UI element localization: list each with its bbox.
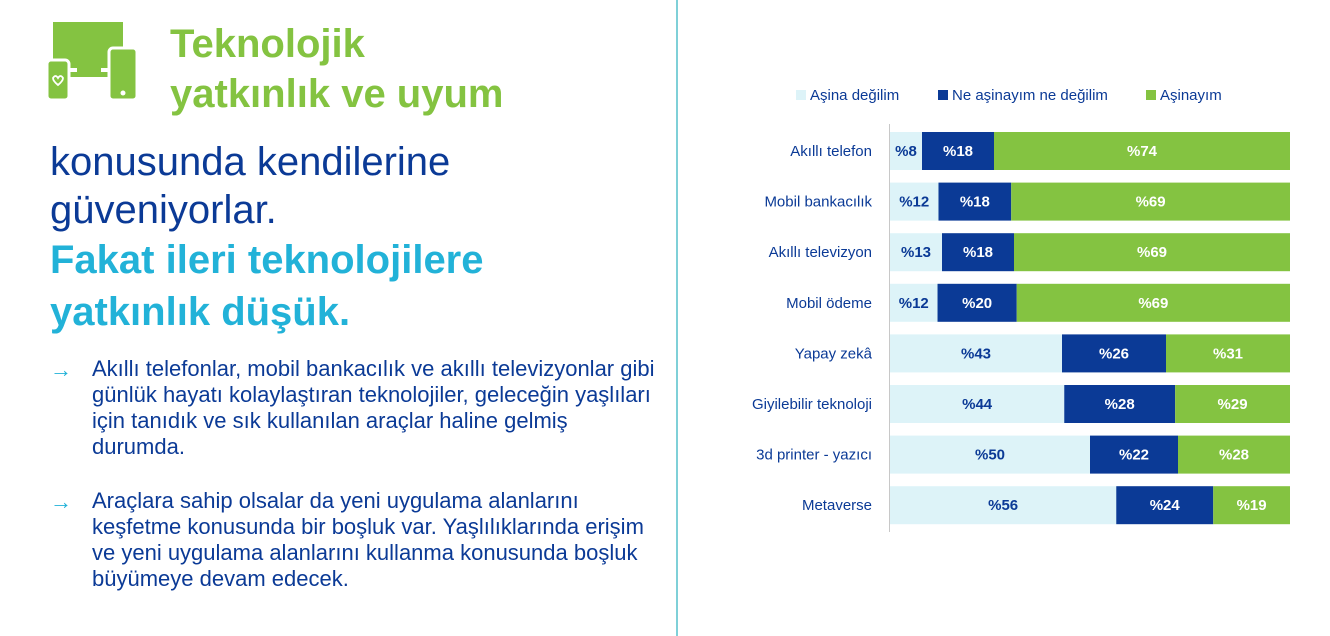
category-label: Akıllı telefon xyxy=(790,143,872,160)
legend-label: Ne aşinayım ne değilim xyxy=(952,87,1108,104)
data-label: %24 xyxy=(1149,497,1180,515)
data-label: %12 xyxy=(899,193,930,211)
headline-green-line-2: yatkınlık ve uyum xyxy=(170,72,504,116)
data-label: %28 xyxy=(1218,446,1250,464)
data-label: %50 xyxy=(974,446,1006,464)
data-label: %13 xyxy=(900,244,932,262)
data-label: %56 xyxy=(988,497,1019,515)
data-label: %28 xyxy=(1104,396,1135,413)
data-label: %69 xyxy=(1136,244,1168,262)
legend-label: Aşina değilim xyxy=(810,87,900,104)
legend-swatch xyxy=(938,90,948,100)
category-label: Mobil ödeme xyxy=(786,294,872,312)
legend-item xyxy=(1146,86,1222,106)
data-label: %20 xyxy=(962,294,993,312)
data-label: %31 xyxy=(1212,345,1244,363)
headline-cyan-line-1: Fakat ileri teknolojilere xyxy=(50,238,484,282)
bullet-text: Akıllı telefonlar, mobil bankacılık ve akıllı televizyonlar gibi günlük hayatı kolaylaştıran teknolojiler, geleceğin yaşlıları için tanıdık ve sık kullanılan araçlar haline gelmiş durumda. xyxy=(92,356,655,459)
data-label: %22 xyxy=(1118,446,1150,464)
devices-icon xyxy=(47,22,139,102)
legend-swatch xyxy=(1146,90,1156,100)
data-label: %69 xyxy=(1135,193,1166,211)
vertical-divider xyxy=(676,0,678,636)
headline-green-line-1: Teknolojik xyxy=(170,22,365,66)
data-label: %12 xyxy=(898,294,929,312)
headline-blue-line-2: güveniyorlar. xyxy=(50,188,277,232)
data-label: %18 xyxy=(959,193,990,211)
legend-item xyxy=(796,86,899,106)
data-label: %44 xyxy=(962,396,993,413)
arrow-right-icon: → xyxy=(50,357,72,382)
legend-item xyxy=(938,86,1108,106)
data-label: %18 xyxy=(942,143,974,160)
category-label: Yapay zekâ xyxy=(794,345,872,363)
headline-blue-line-1: konusunda kendilerine xyxy=(50,140,451,184)
category-label: Mobil bankacılık xyxy=(764,193,872,211)
data-label: %19 xyxy=(1236,497,1267,515)
category-label: Akıllı televizyon xyxy=(768,244,872,262)
data-label: %26 xyxy=(1098,345,1130,363)
headline-cyan-line-2: yatkınlık düşük. xyxy=(50,290,351,334)
category-label: 3d printer - yazıcı xyxy=(756,446,872,464)
legend-swatch xyxy=(796,90,806,100)
data-label: %74 xyxy=(1126,143,1158,160)
arrow-right-icon: → xyxy=(50,489,72,514)
stacked-bar-chart xyxy=(690,120,1310,540)
data-label: %29 xyxy=(1217,396,1248,413)
data-label: %43 xyxy=(960,345,992,363)
data-label: %69 xyxy=(1138,294,1169,312)
data-label: %8 xyxy=(895,143,917,160)
data-label: %18 xyxy=(962,244,994,262)
category-label: Giyilebilir teknoloji xyxy=(751,396,872,413)
bullet-text: Araçlara sahip olsalar da yeni uygulama alanlarını keşfetme konusunda bir boşluk var. Yaşlılıklarında erişim ve yeni uygulama alanlarını kullanma konusunda boşluk büyümeye devam edecek. xyxy=(92,488,644,591)
legend-label: Aşinayım xyxy=(1160,87,1222,104)
category-label: Metaverse xyxy=(801,497,872,515)
